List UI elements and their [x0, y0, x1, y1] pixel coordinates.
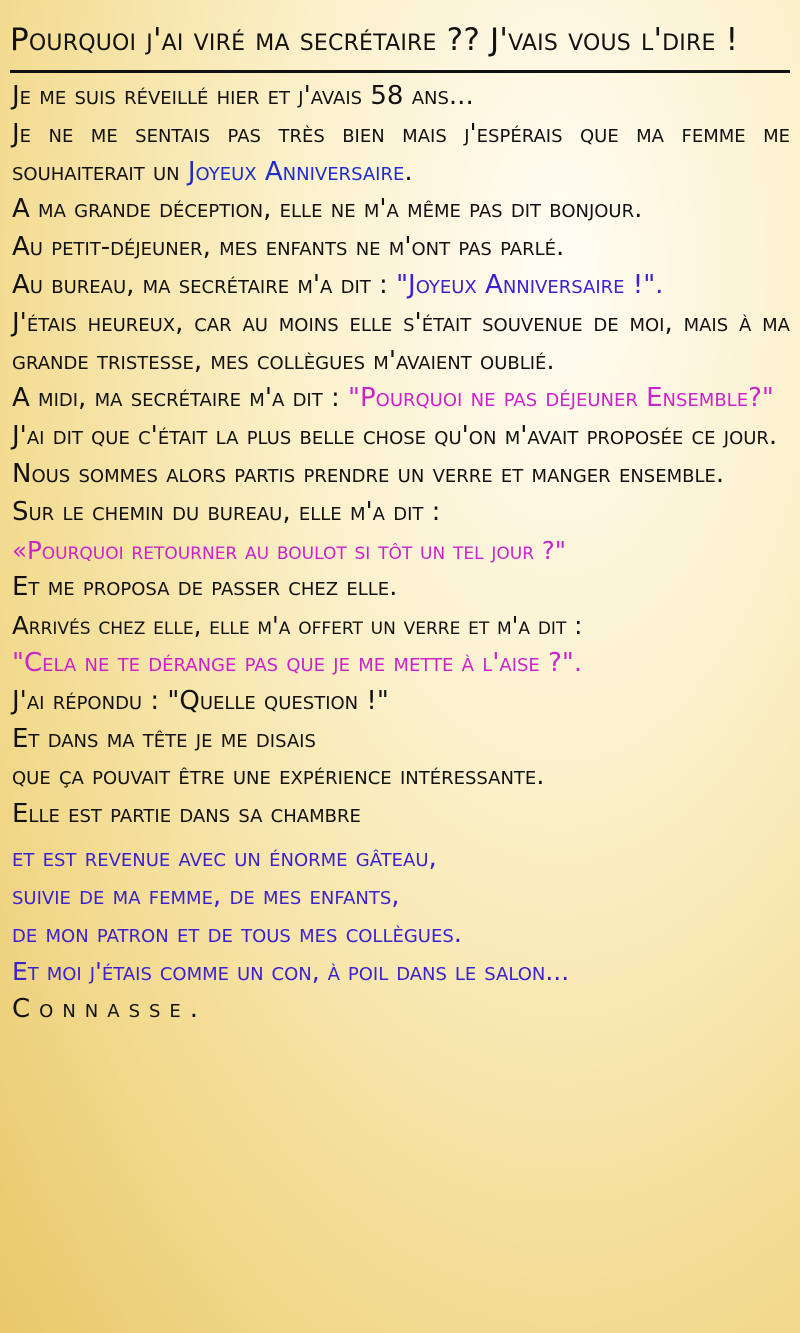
quote-highlight: "Joyeux Anniversaire !". [396, 269, 664, 300]
story-text-segment: . [404, 156, 413, 187]
quote-line: "Cela ne te dérange pas que je me mette à l'aise ?". [12, 647, 583, 678]
final-word: Connasse. [12, 994, 208, 1025]
story-line [12, 116, 790, 192]
story-text-segment: A midi, ma secrétaire m'a dit : [12, 383, 349, 414]
birthday-highlight: Joyeux Anniversaire [187, 156, 405, 187]
story-line: Et me proposa de passer chez elle. [12, 572, 398, 603]
reveal-line: et est revenue avec un énorme gâteau, [12, 842, 437, 873]
reveal-line: suivie de ma femme, de mes enfants, [12, 880, 400, 911]
story-line: Nous sommes alors partis prendre un verre et manger ensemble. [12, 458, 725, 489]
quote-highlight: "Pourquoi ne pas déjeuner Ensemble?" [348, 383, 774, 414]
quote-line: «Pourquoi retourner au boulot si tôt un tel jour ?" [12, 535, 567, 565]
story-line: Au petit-déjeuner, mes enfants ne m'ont pas parlé. [12, 232, 565, 263]
story-line: que ça pouvait être une expérience intéressante. [12, 761, 545, 792]
story-line: Je me suis réveillé hier et j'avais 58 ans... [12, 81, 474, 111]
story-line: Elle est partie dans sa chambre [12, 799, 361, 830]
story-line: J'étais heureux, car au moins elle s'était souvenue de moi, mais à ma grande tristesse, mes collègues m'avaient oublié. [12, 307, 790, 376]
reveal-line: de mon patron et de tous mes collègues. [12, 918, 463, 949]
story-text-segment: Je ne me sentais pas très bien mais j'espérais que ma femme me souhaiterait un [12, 118, 790, 187]
title-underline [10, 70, 790, 73]
story-line [12, 267, 790, 305]
story-text [12, 78, 790, 1029]
story-line: A ma grande déception, elle ne m'a même pas dit bonjour. [12, 194, 643, 225]
story-line: J'ai dit que c'était la plus belle chose qu'on m'avait proposée ce jour. [12, 421, 778, 452]
story-line: Et dans ma tête je me disais [12, 723, 316, 754]
page-title: Pourquoi j'ai viré ma secrétaire ?? J'vais vous l'dire ! [10, 22, 739, 58]
story-line [12, 380, 790, 418]
story-line: Sur le chemin du bureau, elle m'a dit : [12, 496, 441, 527]
punchline: Et moi j'étais comme un con, à poil dans le salon... [12, 957, 570, 987]
story-text-segment: Au bureau, ma secrétaire m'a dit : [12, 269, 397, 300]
story-line: J'ai répondu : "Quelle question !" [12, 685, 389, 716]
story-line: Arrivés chez elle, elle m'a offert un verre et m'a dit : [12, 611, 583, 641]
